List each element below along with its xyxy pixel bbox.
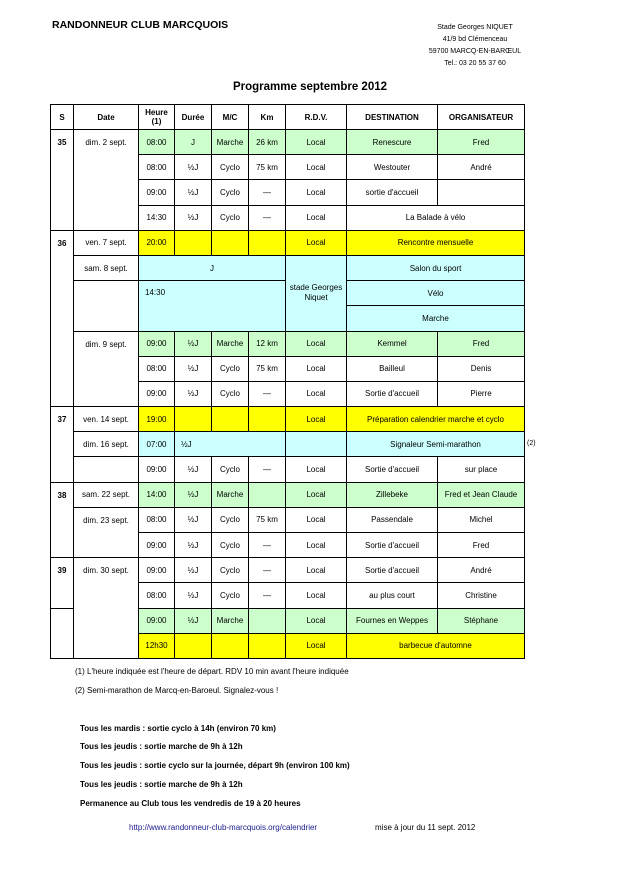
heure-cell: 09:00 [139,180,175,205]
recurring-line: Tous les jeudis : sortie cyclo sur la journée, départ 9h (environ 100 km) [80,761,350,770]
rdv-cell: Local [286,180,347,205]
programme-table [50,104,525,659]
rdv-cell: Local [286,407,347,432]
footnote-marker: (2) [527,440,536,447]
rdv-cell: Local [286,381,347,406]
km-cell: — [249,457,286,482]
table-row [51,432,525,457]
update-date: mise à jour du 11 sept. 2012 [375,823,476,832]
rdv-cell: Local [286,558,347,583]
duree-cell: ½J [175,533,212,558]
note-1: (1) L'heure indiquée est l'heure de départ. RDV 10 min avant l'heure indiquée [75,667,349,676]
rdv-cell: stade Georges Niquet [286,255,347,331]
table-header-row [51,105,525,130]
address-line-1: Stade Georges NIQUET [437,24,513,31]
date-cell: dim. 30 sept. [74,558,139,659]
km-cell: — [249,180,286,205]
week-number: 36 [51,230,74,406]
heure-cell: 09:00 [139,608,175,633]
destination-cell: Sortie d'accueil [347,558,438,583]
duree-cell: ½J [175,180,212,205]
heure-cell: 08:00 [139,130,175,155]
mc-cell: Marche [212,331,249,356]
destination-cell: Zillebeke [347,482,438,507]
km-cell: 75 km [249,356,286,381]
mc-cell: Cyclo [212,583,249,608]
date-cell: ven. 14 sept. [74,407,139,432]
table-row [51,558,525,583]
destination-cell: La Balade à vélo [347,205,525,230]
duree-cell: ½J [175,608,212,633]
rdv-cell: Local [286,482,347,507]
heure-cell: 14:30 [139,281,286,331]
organisateur-cell: André [438,155,525,180]
destination-cell: Fournes en Weppes [347,608,438,633]
destination-cell: Rencontre mensuelle [347,230,525,255]
rdv-cell: Local [286,533,347,558]
mc-cell: Cyclo [212,155,249,180]
duree-cell: ½J [175,507,212,532]
destination-cell: Passendale [347,507,438,532]
duree-cell: ½J [175,457,212,482]
club-name: RANDONNEUR CLUB MARCQUOIS [52,19,229,31]
destination-cell: Bailleul [347,356,438,381]
km-cell: — [249,558,286,583]
organisateur-cell: Fred [438,533,525,558]
mc-cell: Cyclo [212,180,249,205]
km-cell: 75 km [249,155,286,180]
rdv-cell: Local [286,633,347,658]
rdv-cell: Local [286,130,347,155]
heure-note: (1) [151,117,162,126]
date-cell: dim. 23 sept. [74,507,139,557]
km-cell: 12 km [249,331,286,356]
heure-label: Heure [145,108,168,117]
duree-cell: J [175,130,212,155]
heure-cell: 09:00 [139,381,175,406]
rdv-cell: Local [286,583,347,608]
heure-cell: 08:00 [139,583,175,608]
rdv-cell: Local [286,457,347,482]
duree-cell: ½J [175,205,212,230]
address-line-2: 41/9 bd Clémenceau [442,36,508,43]
col-header-km: Km [249,105,286,130]
recurring-line: Tous les jeudis : sortie marche de 9h à 12h [80,780,243,789]
mc-cell [212,633,249,658]
km-cell [249,230,286,255]
duree-cell: ½J [175,558,212,583]
col-header-mc: M/C [212,105,249,130]
heure-cell: J [139,255,286,280]
destination-cell: Sortie d'accueil [347,457,438,482]
rdv-cell: Local [286,205,347,230]
mc-cell [212,407,249,432]
organisateur-cell: Denis [438,356,525,381]
date-cell: dim. 9 sept. [74,331,139,407]
week-number: 39 [51,558,74,608]
mc-cell [212,230,249,255]
mc-cell: Cyclo [212,558,249,583]
mc-cell: Marche [212,608,249,633]
col-header-organisateur: ORGANISATEUR [438,105,525,130]
table-row [51,407,525,432]
organisateur-cell: André [438,558,525,583]
mc-cell: Cyclo [212,457,249,482]
km-cell [249,482,286,507]
heure-cell: 08:00 [139,155,175,180]
table-row [51,255,525,280]
recurring-line: Tous les mardis : sortie cyclo à 14h (environ 70 km) [80,724,276,733]
organisateur-cell: Christine [438,583,525,608]
heure-cell: 14:00 [139,482,175,507]
destination-cell: Westouter [347,155,438,180]
duree-cell: ½J [175,331,212,356]
km-cell [249,608,286,633]
table-row [51,130,525,155]
date-cell: sam. 22 sept. [74,482,139,507]
heure-cell: 09:00 [139,533,175,558]
destination-cell: Salon du sport [347,255,525,280]
mc-cell: Cyclo [212,381,249,406]
destination-cell: Signaleur Semi-marathon [347,432,525,457]
duree-cell [175,407,212,432]
table-row [51,482,525,507]
destination-cell: Renescure [347,130,438,155]
duree-cell: ½J [175,356,212,381]
heure-cell: 09:00 [139,457,175,482]
week-empty-cell [51,608,74,658]
table-row [51,230,525,255]
destination-cell: Sortie d'accueil [347,533,438,558]
rdv-cell: Local [286,331,347,356]
km-cell: 26 km [249,130,286,155]
table-row [51,507,525,532]
week-number: 35 [51,130,74,231]
destination-cell: au plus court [347,583,438,608]
destination-cell: Préparation calendrier marche et cyclo [347,407,525,432]
recurring-line: Tous les jeudis : sortie marche de 9h à 12h [80,742,243,751]
km-cell: — [249,205,286,230]
heure-cell: 19:00 [139,407,175,432]
col-header-duree: Durée [175,105,212,130]
mc-cell: Cyclo [212,507,249,532]
organisateur-cell: Michel [438,507,525,532]
date-cell: ven. 7 sept. [74,230,139,255]
organisateur-cell: sur place [438,457,525,482]
organisateur-cell: Pierre [438,381,525,406]
km-cell: — [249,583,286,608]
col-header-rdv: R.D.V. [286,105,347,130]
mc-cell: Cyclo [212,356,249,381]
heure-cell: 14:30 [139,205,175,230]
duree-cell: ½J [175,432,286,457]
duree-cell [175,230,212,255]
mc-cell: Marche [212,482,249,507]
destination-cell: barbecue d'automne [347,633,525,658]
duree-cell: ½J [175,381,212,406]
rdv-cell: Local [286,230,347,255]
col-header-s: S [51,105,74,130]
organisateur-cell: Fred et Jean Claude [438,482,525,507]
duree-cell: ½J [175,482,212,507]
destination-cell: sortie d'accueil [347,180,438,205]
table-row [51,331,525,356]
destination-cell: Vélo [347,281,525,306]
km-cell [249,407,286,432]
mc-cell: Cyclo [212,533,249,558]
table-row [51,457,525,482]
mc-cell: Cyclo [212,205,249,230]
heure-cell: 12h30 [139,633,175,658]
km-cell [249,633,286,658]
heure-cell: 07:00 [139,432,175,457]
date-cell [74,281,139,331]
date-cell: dim. 16 sept. [74,432,139,457]
km-cell: — [249,533,286,558]
week-number: 38 [51,482,74,558]
rdv-cell: Local [286,155,347,180]
organisateur-cell: Stéphane [438,608,525,633]
rdv-cell [286,432,347,457]
address-line-3: 59700 MARCQ-EN-BARŒUL [428,48,522,55]
date-cell: sam. 8 sept. [74,255,139,280]
week-number: 37 [51,407,74,483]
heure-cell: 08:00 [139,507,175,532]
duree-cell: ½J [175,583,212,608]
km-cell: 75 km [249,507,286,532]
destination-cell: Marche [347,306,525,331]
phone-line: Tel.: 03 20 55 37 60 [444,60,506,67]
destination-cell: Sortie d'accueil [347,381,438,406]
organisateur-cell: Fred [438,331,525,356]
col-header-date: Date [74,105,139,130]
km-cell: — [249,381,286,406]
destination-cell: Kemmel [347,331,438,356]
col-header-heure [139,105,175,130]
heure-cell: 09:00 [139,331,175,356]
date-cell: dim. 2 sept. [74,130,139,231]
rdv-cell: Local [286,608,347,633]
note-2: (2) Semi-marathon de Marcq-en-Baroeul. Signalez-vous ! [75,686,279,695]
heure-cell: 09:00 [139,558,175,583]
calendar-link[interactable]: http://www.randonneur-club-marcquois.org/calendrier [129,823,318,832]
rdv-cell: Local [286,507,347,532]
page-title: Programme septembre 2012 [232,81,388,93]
heure-cell: 08:00 [139,356,175,381]
organisateur-cell [438,180,525,205]
mc-cell: Marche [212,130,249,155]
rdv-cell: Local [286,356,347,381]
duree-cell [175,633,212,658]
heure-cell: 20:00 [139,230,175,255]
duree-cell: ½J [175,155,212,180]
col-header-destination: DESTINATION [347,105,438,130]
date-cell [74,457,139,482]
recurring-line: Permanence au Club tous les vendredis de 19 à 20 heures [80,799,301,808]
organisateur-cell: Fred [438,130,525,155]
